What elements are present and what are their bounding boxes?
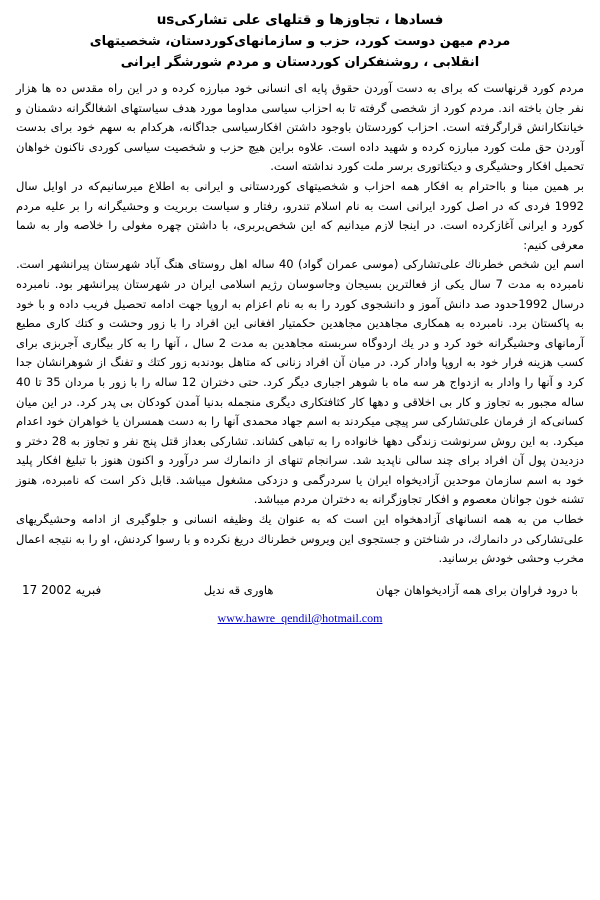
document-title — [16, 10, 584, 73]
document-body — [16, 79, 584, 569]
paragraph-3: اسم این شخص خطرناك علی‌تشارکی (موسی عمران گواد) 40 ساله اهل روستای هنگ آباد شهرستان پیرانشهر است. نامبرده به مدت 7 سال یکی از فعالترین بسیجان وجاسوسان رژیم اسلامی ایران در شهرستان پیرانشهر بود. نامبرده درسال 1992حدود صد دانش آموز و دانشجوی کورد را به به نام اعزام به اروپا جهت ادامه تحصیل فریب داده و با خود به پاکستان برد. نامبرده به همکاری مجاهدین مجاهدین حکمتیار افغانی این افراد را با زور وحشت و کتك کاری مطیع آرمانهای وحشیگرانه خود کرد و در یك اردوگاه سربسته مجاهدین به مدت 2 سال ، آنها را به کار بیگاری آجربزی برای کسب هزینه فرار خود به اروپا وادار کرد. در میان آن افراد زنانی که متاهل بودند‌به زور کتك و تفنگ از شوهرانشان جدا کرد و آنها را وادار به ازدواج هر سه ماه با شوهر اجباری دیگر کرد. حتی دختران 12 ساله را با زور با مردان 35 تا 40 ساله مجبور به تجاوز و کار بی اخلاقی و دهها کار کثافتکاری دیگری منجمله بدنیا آمدن کودکان بی پدر کرد. در این میان کسانی‌که از فرمان علی‌تشارکی سر پیچی میکردند به اسم جهاد محمدی آنها را به دست همسران یا خواهران خود اعدام میکرد. به این روش سرنوشت زندگی دهها خانواده را به تباهی کشاند. تشارکی بعداز قتل پنج نفر و تجاوز به 28 دختر و دزدیدن پول آن افراد برای چند سالی ناپدید شد. سرانجام تنهای از دانمارك سر درآورد و اکنون هنوز با تبلیغ افکار پلید خود به اسم سازمان موحدین آزادیخواه ایران یا سردرگمی و دزدکی مشغول میباشد. قابل ذکر است که نامبرده، هنوز تشنه خون جوانان معصوم و افکار تجاوزگرانه به دختران مردم میباشد. — [16, 257, 585, 507]
title-line-2: مردم میهن دوست کورد، حزب و سازمانهای‌کوردستان، شخصیتهای — [89, 34, 511, 49]
title-line-3: انقلابی ، روشنفکران کوردستان و مردم شورشگر ایرانی — [120, 55, 480, 70]
signature-author: هاوری قه ندیل — [203, 582, 274, 597]
title-line-1: فسادها ، تجاوزها و قتلهای علی تشارکیus — [156, 12, 444, 28]
paragraph-1: مردم کورد قرنهاست که برای به دست آوردن حقوق پایه ای انسانی خود مبارزه کرده و در این راه مقدس ده ها هزار نفر جان باخته اند. مردم کورد از شخصی گرفته تا به احزاب سیاسی مداوما مورد هدف سیاستهای اشغالگرانه دشمنان و خیانتکارانش قرار‌گرفته است. احزاب کوردستان باوجود داشتن افکارسیاسی جداگانه، هرکدام به سهم خود برای بدست آوردن حق ملت کورد مبارزه کرده و شهید داده است. علاوه براین هیچ حزب و شخصیت سیاسی کوردی ناکنون خواهان تحمیل افکار وحشیگری و دیکتاتوری بر‌سر ملت کورد نداشته است. — [16, 81, 584, 174]
email-row — [16, 607, 584, 626]
signature-date: 17 فبریه 2002 — [22, 582, 102, 597]
paragraph-4: خطاب من به همه انسانهای آزادهخواه این است که به عنوان یك وظیفه انسانی و جلوگیری از ادامه وحشیگریهای علی‌تشارکی در دانمارك، در شناختن و جستجو‌ی این ویروس خطرناك دریغ نکرده و با رسوا کردنش، او را به نتیجه اعمال مخرب وحشی خودش برسانید. — [16, 512, 584, 566]
paragraph-2: بر همین مبنا و بااحترام به افکار همه احزاب و شخصیتهای کوردستانی و ایرانی به اطلاع میرسانیم‌که در اوایل سال 1992 فردی که در اصل کورد ایرانی است به نام اسلام تندرو، رفتار و سیاست بربریت و وحشیگرانه را بر علیه مردم کورد و ایرانی آغازکرده است. در اینجا لازم میدانیم که این شخص‌بربری، با داشتن چهره مغولی را خلاصه وار به شما معرفی کنیم: — [16, 178, 584, 252]
email-link[interactable]: www.hawre_qendil@hotmail.com — [217, 610, 383, 625]
signature-row — [16, 583, 584, 597]
signature-closing: با درود فراوان برای همه آزادیخواهان جهان — [375, 582, 578, 597]
